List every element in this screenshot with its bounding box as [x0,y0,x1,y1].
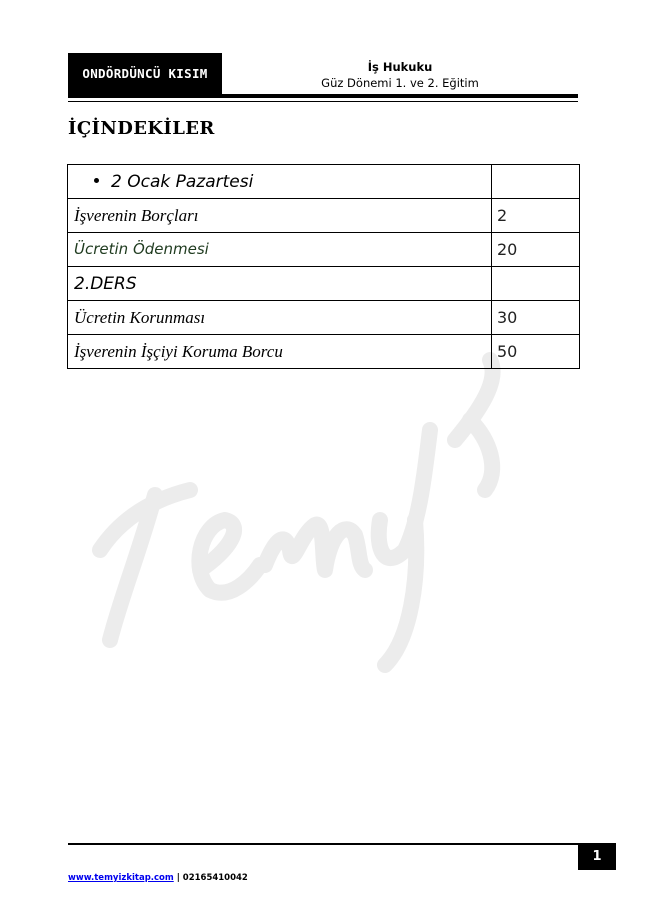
toc-entry-label: 2 Ocak Pazartesi [111,171,254,192]
toc-entry-cell [68,267,492,301]
toc-page-cell [492,165,580,199]
header-title: İş Hukuku [367,60,433,74]
toc-entry-label: Ücretin Ödenmesi [74,240,209,258]
bullet-icon [94,178,99,183]
header-subtitle: Güz Dönemi 1. ve 2. Eğitim [321,76,479,90]
header-rule-thick [68,94,578,98]
toc-row [68,335,580,369]
toc-page-cell [492,267,580,301]
footer-separator: | [173,873,183,883]
toc-entry-cell [68,165,492,199]
toc-heading: İÇİNDEKİLER [68,118,215,139]
toc-row [68,301,580,335]
toc-row [68,233,580,267]
toc-entry-label: 2.DERS [74,273,137,294]
toc-entry-cell [68,233,492,267]
toc-table [67,164,580,369]
website-link[interactable]: www.temyizkitap.com [68,873,174,883]
toc-entry-cell [68,301,492,335]
toc-entry-label: İşverenin Borçları [74,205,199,225]
toc-row [68,267,580,301]
toc-page-cell: 2 [492,199,580,233]
footer-rule [68,843,578,845]
header-rule-thin [68,101,578,102]
toc-row [68,199,580,233]
toc-entry-label: Ücretin Korunması [74,307,206,327]
toc-entry-cell [68,199,492,233]
page-number: 1 [578,843,616,870]
section-label: ONDÖRDÜNCÜ KISIM [68,53,222,94]
footer-contact [68,873,248,883]
watermark-logo [60,320,580,680]
toc-page-cell: 30 [492,301,580,335]
phone-number: 02165410042 [182,873,248,883]
toc-row [68,165,580,199]
toc-page-cell: 50 [492,335,580,369]
toc-entry-cell [68,335,492,369]
toc-page-cell: 20 [492,233,580,267]
toc-entry-label: İşverenin İşçiyi Koruma Borcu [74,341,283,361]
